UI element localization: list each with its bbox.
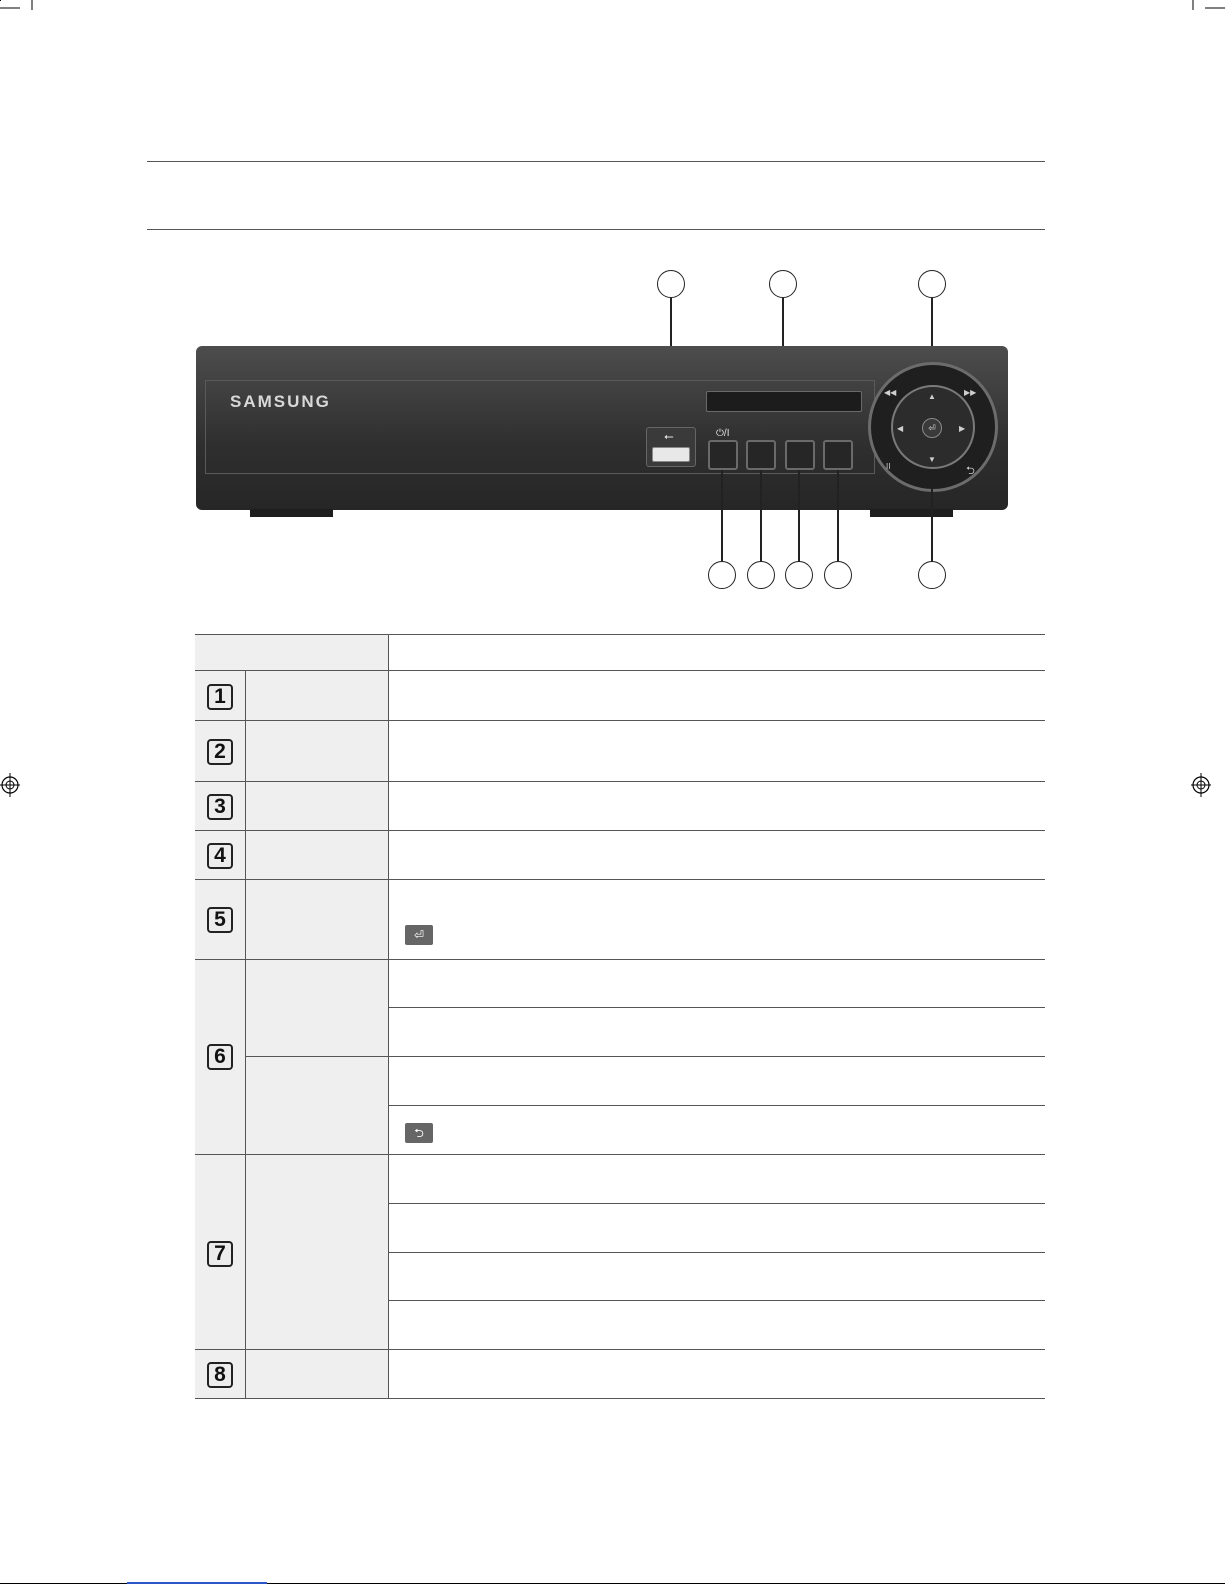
table-rule (195, 1154, 1045, 1155)
table-rule (388, 1300, 1045, 1301)
crop-mark-top-left (0, 0, 40, 20)
row-number-badge: 6 (207, 1044, 233, 1070)
device-foot (250, 509, 333, 517)
registration-mark-left (0, 772, 24, 798)
device-foot (870, 509, 953, 517)
enter-icon: ⏎ (928, 423, 936, 433)
table-rule (245, 1056, 1045, 1057)
table-header-cell (195, 635, 388, 670)
callout-jog-outer (918, 270, 946, 298)
return-button-icon: ⮌ (405, 1123, 433, 1143)
table-rule (388, 1252, 1045, 1253)
callout-power (708, 561, 736, 589)
table-rule (195, 959, 1045, 960)
front-button-2[interactable] (746, 440, 776, 470)
table-rule (195, 1349, 1045, 1350)
pause-icon[interactable]: II (886, 462, 891, 471)
row-number-badge: 8 (207, 1362, 233, 1388)
leader-line (931, 489, 933, 562)
rewind-icon[interactable]: ◀◀ (884, 388, 897, 397)
front-button-4[interactable] (823, 440, 853, 470)
callout-jog-inner (918, 561, 946, 589)
callout-button-4 (824, 561, 852, 589)
callout-usb (657, 270, 685, 298)
footer-link-underline (127, 1582, 267, 1584)
header-rule-top (147, 161, 1045, 162)
left-arrow-icon[interactable]: ◀ (897, 424, 904, 433)
enter-button-icon: ⏎ (405, 925, 433, 945)
row-number-badge: 3 (207, 794, 233, 820)
table-rule (388, 1007, 1045, 1008)
brand-logo: SAMSUNG (230, 392, 331, 411)
fast-forward-icon[interactable]: ▶▶ (964, 388, 977, 397)
table-rule (195, 720, 1045, 721)
leader-line (798, 470, 800, 562)
table-rule (388, 1203, 1045, 1204)
registration-mark-right (1190, 772, 1214, 798)
callout-display (769, 270, 797, 298)
row-number-badge: 2 (207, 739, 233, 765)
leader-line (721, 470, 723, 562)
usb-slot (652, 447, 690, 462)
crop-mark-top-right (1185, 0, 1225, 20)
callout-button-2 (747, 561, 775, 589)
row-number-badge: 5 (207, 907, 233, 933)
enter-button[interactable] (922, 418, 942, 438)
leader-line (837, 470, 839, 562)
down-arrow-icon[interactable]: ▼ (928, 455, 936, 464)
table-rule (195, 634, 1045, 635)
right-arrow-icon[interactable]: ▶ (959, 424, 966, 433)
table-rule (195, 830, 1045, 831)
leader-line (760, 470, 762, 562)
front-display-window (706, 391, 862, 412)
callout-button-3 (785, 561, 813, 589)
front-button-3[interactable] (785, 440, 815, 470)
usb-icon: ⭠ (664, 429, 674, 443)
return-icon[interactable]: ⮌ (966, 465, 975, 477)
row-number-badge: 1 (207, 684, 233, 710)
table-rule (195, 670, 1045, 671)
header-rule-bottom (147, 229, 1045, 230)
row-number-badge: 4 (207, 843, 233, 869)
row-number-badge: 7 (207, 1241, 233, 1267)
up-arrow-icon[interactable]: ▲ (928, 392, 936, 401)
table-rule (195, 1398, 1045, 1399)
table-column-rule (388, 634, 389, 1399)
power-button[interactable] (708, 440, 738, 470)
table-column-rule (245, 671, 246, 1399)
power-icon: ⏻/I (716, 428, 730, 439)
table-rule (388, 1105, 1045, 1106)
table-rule (195, 879, 1045, 880)
table-rule (195, 781, 1045, 782)
